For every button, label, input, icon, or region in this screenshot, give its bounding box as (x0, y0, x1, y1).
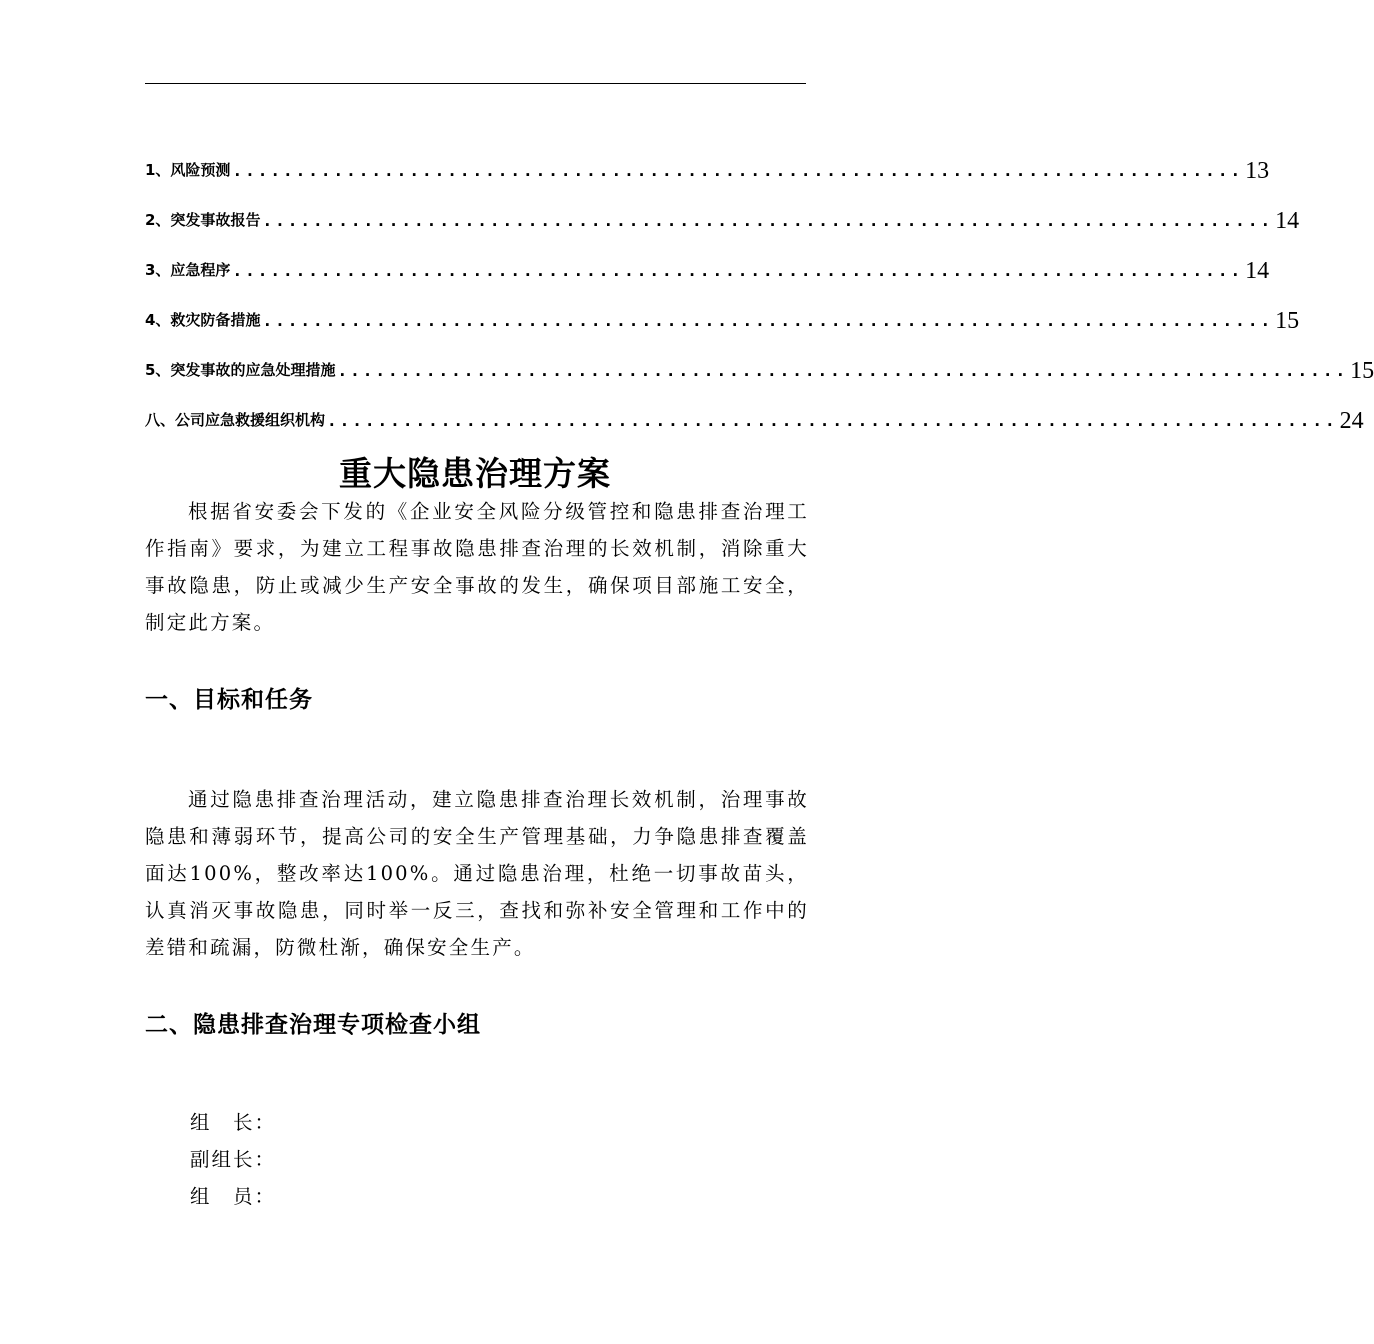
toc-entry-label: 1、风险预测 (145, 161, 231, 179)
section-heading-goals: 一、目标和任务 (145, 687, 313, 713)
toc-entry-label: 2、突发事故报告 (145, 211, 261, 229)
toc-entry-page: 14 (1275, 208, 1300, 234)
toc-entry[interactable] (145, 283, 1300, 334)
toc-entry[interactable] (145, 183, 1300, 234)
section-heading-inspection-team: 二、隐患排查治理专项检查小组 (145, 1012, 481, 1038)
toc-entry[interactable] (145, 333, 1374, 384)
goals-paragraph: 通过隐患排查治理活动，建立隐患排查治理长效机制，治理事故隐患和薄弱环节，提高公司的安全生产管理基础，力争隐患排查覆盖面达100%，整改率达100%。通过隐患治理，杜绝一切事故苗头，认真消灭事故隐患，同时举一反三，查找和弥补安全管理和工作中的差错和疏漏，防微杜渐，确保安全生产。 (145, 788, 809, 959)
toc-leader-dots: ................................................................................ (337, 361, 1349, 380)
toc-leader-dots: ................................................................................ (232, 161, 1244, 180)
toc-entry-page: 15 (1275, 308, 1300, 334)
toc-entry-page: 13 (1245, 158, 1270, 184)
deputy-leader-line: 副组长： (190, 1148, 277, 1171)
toc-entry[interactable] (145, 383, 1364, 434)
toc-leader-dots: ................................................................................ (327, 411, 1338, 430)
team-members-list (190, 1104, 276, 1215)
toc-entry-page: 14 (1245, 258, 1270, 284)
toc-leader-dots: ................................................................................ (262, 211, 1274, 230)
toc-entry-page: 24 (1339, 408, 1364, 434)
toc-entry[interactable] (145, 133, 1270, 184)
team-leader-line: 组 长： (190, 1111, 277, 1134)
toc-entry-page: 15 (1350, 358, 1374, 384)
table-of-contents (145, 133, 1374, 434)
document-title: 重大隐患治理方案 (339, 454, 611, 493)
toc-entry[interactable] (145, 233, 1270, 284)
intro-paragraph: 根据省安委会下发的《企业安全风险分级管控和隐患排查治理工作指南》要求，为建立工程事故隐患排查治理的长效机制，消除重大事故隐患，防止或减少生产安全事故的发生，确保项目部施工安全，制定此方案。 (145, 500, 809, 634)
toc-entry-label: 八、公司应急救援组织机构 (145, 411, 326, 429)
team-member-line: 组 员： (190, 1185, 277, 1208)
header-rule (145, 83, 806, 84)
toc-leader-dots: ................................................................................ (232, 261, 1244, 280)
toc-entry-label: 5、突发事故的应急处理措施 (145, 361, 336, 379)
toc-entry-label: 4、救灾防备措施 (145, 311, 261, 329)
toc-leader-dots: ................................................................................ (262, 311, 1274, 330)
toc-entry-label: 3、应急程序 (145, 261, 231, 279)
